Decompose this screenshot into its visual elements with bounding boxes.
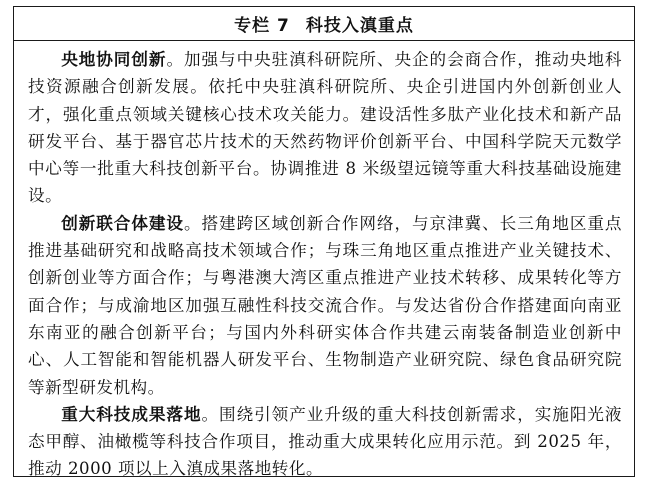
box-title — [14, 7, 634, 41]
paragraph-central-local — [28, 46, 622, 210]
box-title-number: 专栏 7 — [234, 16, 290, 36]
box-title-text: 科技入滇重点 — [305, 16, 414, 36]
paragraph-heading: 重大科技成果落地 — [61, 404, 202, 424]
paragraph-major-achievements — [28, 401, 622, 483]
box-body — [14, 41, 634, 483]
paragraph-text: 。围绕引领产业升级的重大科技创新需求，实施阳光液态甲醇、油橄榄等科技合作项目，推动重大成果转化应用示范。到 2025 年，推动 2000 项以上入滇成果落地转化。 — [28, 404, 623, 479]
paragraph-heading: 创新联合体建设 — [61, 213, 184, 233]
paragraph-innovation-consortium — [28, 210, 622, 401]
paragraph-text: 。搭建跨区域创新合作网络，与京津冀、长三角地区重点推进基础研究和战略高技术领域合作；与珠三角地区重点推进产业关键技术、创新创业等方面合作；与粤港澳大湾区重点推进产业技术转移、成果转化等方面合作；与成渝地区加强互融性科技交流合作。与发达省份合作搭建面向南亚东南亚的融合创新平台；与国内外科研实体合作共建云南装备制造业创新中心、人工智能和智能机器人研发平台、生物制造产业研究院、绿色食品研究院等新型研发机构。 — [28, 213, 623, 397]
paragraph-heading: 央地协同创新 — [61, 50, 167, 69]
paragraph-text: 。加强与中央驻滇科研院所、央企的会商合作，推动央地科技资源融合创新发展。依托中央驻滇科研院所、央企引进国内外创新创业人才，强化重点领域关键核心技术攻关能力。建设活性多肽产业化技术和新产品研发平台、基于器官芯片技术的天然药物评价创新平台、中国科学院天元数学中心等一批重大科技创新平台。协调推进 8 米级望远镜等重大科技基础设施建设。 — [28, 50, 623, 206]
column-box — [13, 6, 635, 477]
